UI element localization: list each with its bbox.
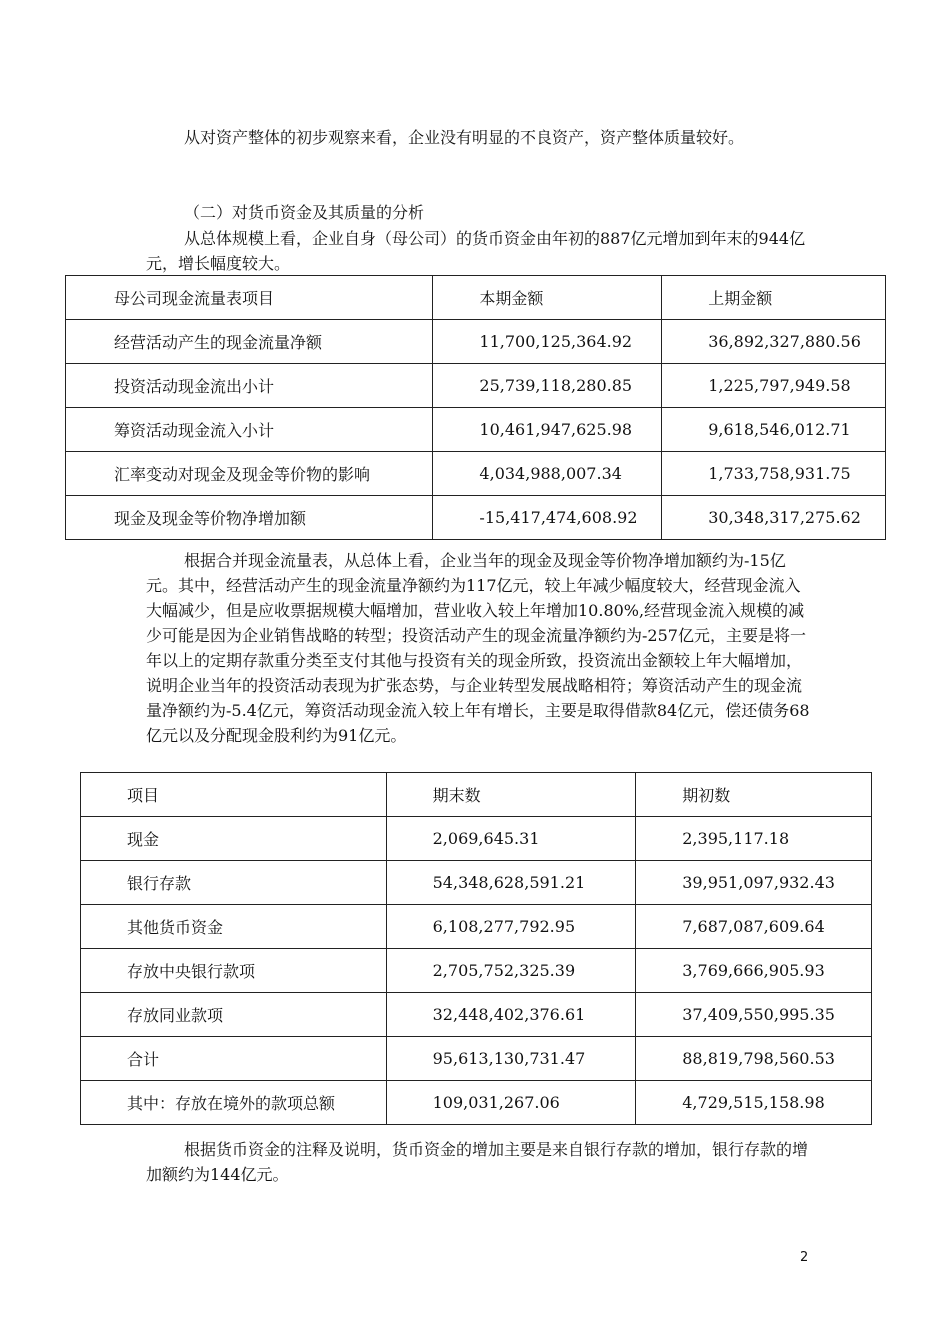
opening-balance: 39,951,097,932.43 bbox=[636, 861, 872, 905]
paragraph-funds-conclusion: 根据货币资金的注释及说明，货币资金的增加主要是来自银行存款的增加，银行存款的增加额约为144亿元。 bbox=[146, 1140, 809, 1184]
table-header-row bbox=[66, 276, 886, 320]
table-row bbox=[81, 1037, 872, 1081]
row-label: 其他货币资金 bbox=[81, 905, 387, 949]
row-label: 筹资活动现金流入小计 bbox=[66, 408, 433, 452]
table-header-cell: 母公司现金流量表项目 bbox=[66, 276, 433, 320]
ending-balance: 2,705,752,325.39 bbox=[386, 949, 636, 993]
table-header-cell: 期初数 bbox=[636, 773, 872, 817]
table-row bbox=[81, 861, 872, 905]
parent-cashflow-table bbox=[65, 275, 886, 540]
opening-balance: 37,409,550,995.35 bbox=[636, 993, 872, 1037]
table-row bbox=[66, 496, 886, 540]
table-header-cell: 本期金额 bbox=[433, 276, 662, 320]
opening-balance: 3,769,666,905.93 bbox=[636, 949, 872, 993]
prior-amount: 1,225,797,949.58 bbox=[662, 364, 886, 408]
ending-balance: 32,448,402,376.61 bbox=[386, 993, 636, 1037]
prior-amount: 30,348,317,275.62 bbox=[662, 496, 886, 540]
row-label: 银行存款 bbox=[81, 861, 387, 905]
table-row bbox=[81, 949, 872, 993]
opening-balance: 7,687,087,609.64 bbox=[636, 905, 872, 949]
paragraph-asset-quality: 从对资产整体的初步观察来看，企业没有明显的不良资产，资产整体质量较好。 bbox=[184, 128, 745, 147]
row-label: 其中：存放在境外的款项总额 bbox=[81, 1081, 387, 1125]
paragraph-cash-scale: 从总体规模上看，企业自身（母公司）的货币资金由年初的887亿元增加到年末的944亿元，增长幅度较大。 bbox=[146, 229, 806, 273]
row-label: 现金及现金等价物净增加额 bbox=[66, 496, 433, 540]
opening-balance: 4,729,515,158.98 bbox=[636, 1081, 872, 1125]
table-row bbox=[81, 1081, 872, 1125]
row-label: 现金 bbox=[81, 817, 387, 861]
table-row bbox=[66, 452, 886, 496]
current-amount: -15,417,474,608.92 bbox=[433, 496, 662, 540]
prior-amount: 36,892,327,880.56 bbox=[662, 320, 886, 364]
row-label: 汇率变动对现金及现金等价物的影响 bbox=[66, 452, 433, 496]
table-header-row bbox=[81, 773, 872, 817]
ending-balance: 6,108,277,792.95 bbox=[386, 905, 636, 949]
section-heading: （二）对货币资金及其质量的分析 bbox=[184, 203, 425, 222]
table-row bbox=[81, 905, 872, 949]
ending-balance: 95,613,130,731.47 bbox=[386, 1037, 636, 1081]
row-label: 存放中央银行款项 bbox=[81, 949, 387, 993]
prior-amount: 1,733,758,931.75 bbox=[662, 452, 886, 496]
prior-amount: 9,618,546,012.71 bbox=[662, 408, 886, 452]
row-label: 投资活动现金流出小计 bbox=[66, 364, 433, 408]
table-row bbox=[66, 364, 886, 408]
row-label: 存放同业款项 bbox=[81, 993, 387, 1037]
table-row bbox=[66, 408, 886, 452]
page-number: 2 bbox=[800, 1250, 809, 1265]
ending-balance: 54,348,628,591.21 bbox=[386, 861, 636, 905]
table-header-cell: 期末数 bbox=[386, 773, 636, 817]
table-row bbox=[81, 993, 872, 1037]
table-row bbox=[81, 817, 872, 861]
ending-balance: 109,031,267.06 bbox=[386, 1081, 636, 1125]
row-label: 经营活动产生的现金流量净额 bbox=[66, 320, 433, 364]
row-label: 合计 bbox=[81, 1037, 387, 1081]
current-amount: 4,034,988,007.34 bbox=[433, 452, 662, 496]
table-header-cell: 上期金额 bbox=[662, 276, 886, 320]
table-row bbox=[66, 320, 886, 364]
opening-balance: 2,395,117.18 bbox=[636, 817, 872, 861]
monetary-funds-table bbox=[80, 772, 872, 1125]
ending-balance: 2,069,645.31 bbox=[386, 817, 636, 861]
current-amount: 10,461,947,625.98 bbox=[433, 408, 662, 452]
table-header-cell: 项目 bbox=[81, 773, 387, 817]
current-amount: 11,700,125,364.92 bbox=[433, 320, 662, 364]
opening-balance: 88,819,798,560.53 bbox=[636, 1037, 872, 1081]
current-amount: 25,739,118,280.85 bbox=[433, 364, 662, 408]
paragraph-cashflow-analysis: 根据合并现金流量表，从总体上看，企业当年的现金及现金等价物净增加额约为-15亿元。其中，经营活动产生的现金流量净额约为117亿元，较上年减少幅度较大，经营现金流入大幅减少，但是应收票据规模大幅增加，营业收入较上年增加10.80%,经营现金流入规模的减少可能是因为企业销售战略的转型；投资活动产生的现金流量净额约为-257亿元，主要是将一年以上的定期存款重分类至支付其他与投资有关的现金所致，投资流出金额较上年大幅增加，说明企业当年的投资活动表现为扩张态势，与企业转型发展战略相符；筹资活动产生的现金流量净额约为-5.4亿元，筹资活动现金流入较上年有增长，主要是取得借款84亿元，偿还债务68亿元以及分配现金股利约为91亿元。 bbox=[146, 551, 810, 745]
